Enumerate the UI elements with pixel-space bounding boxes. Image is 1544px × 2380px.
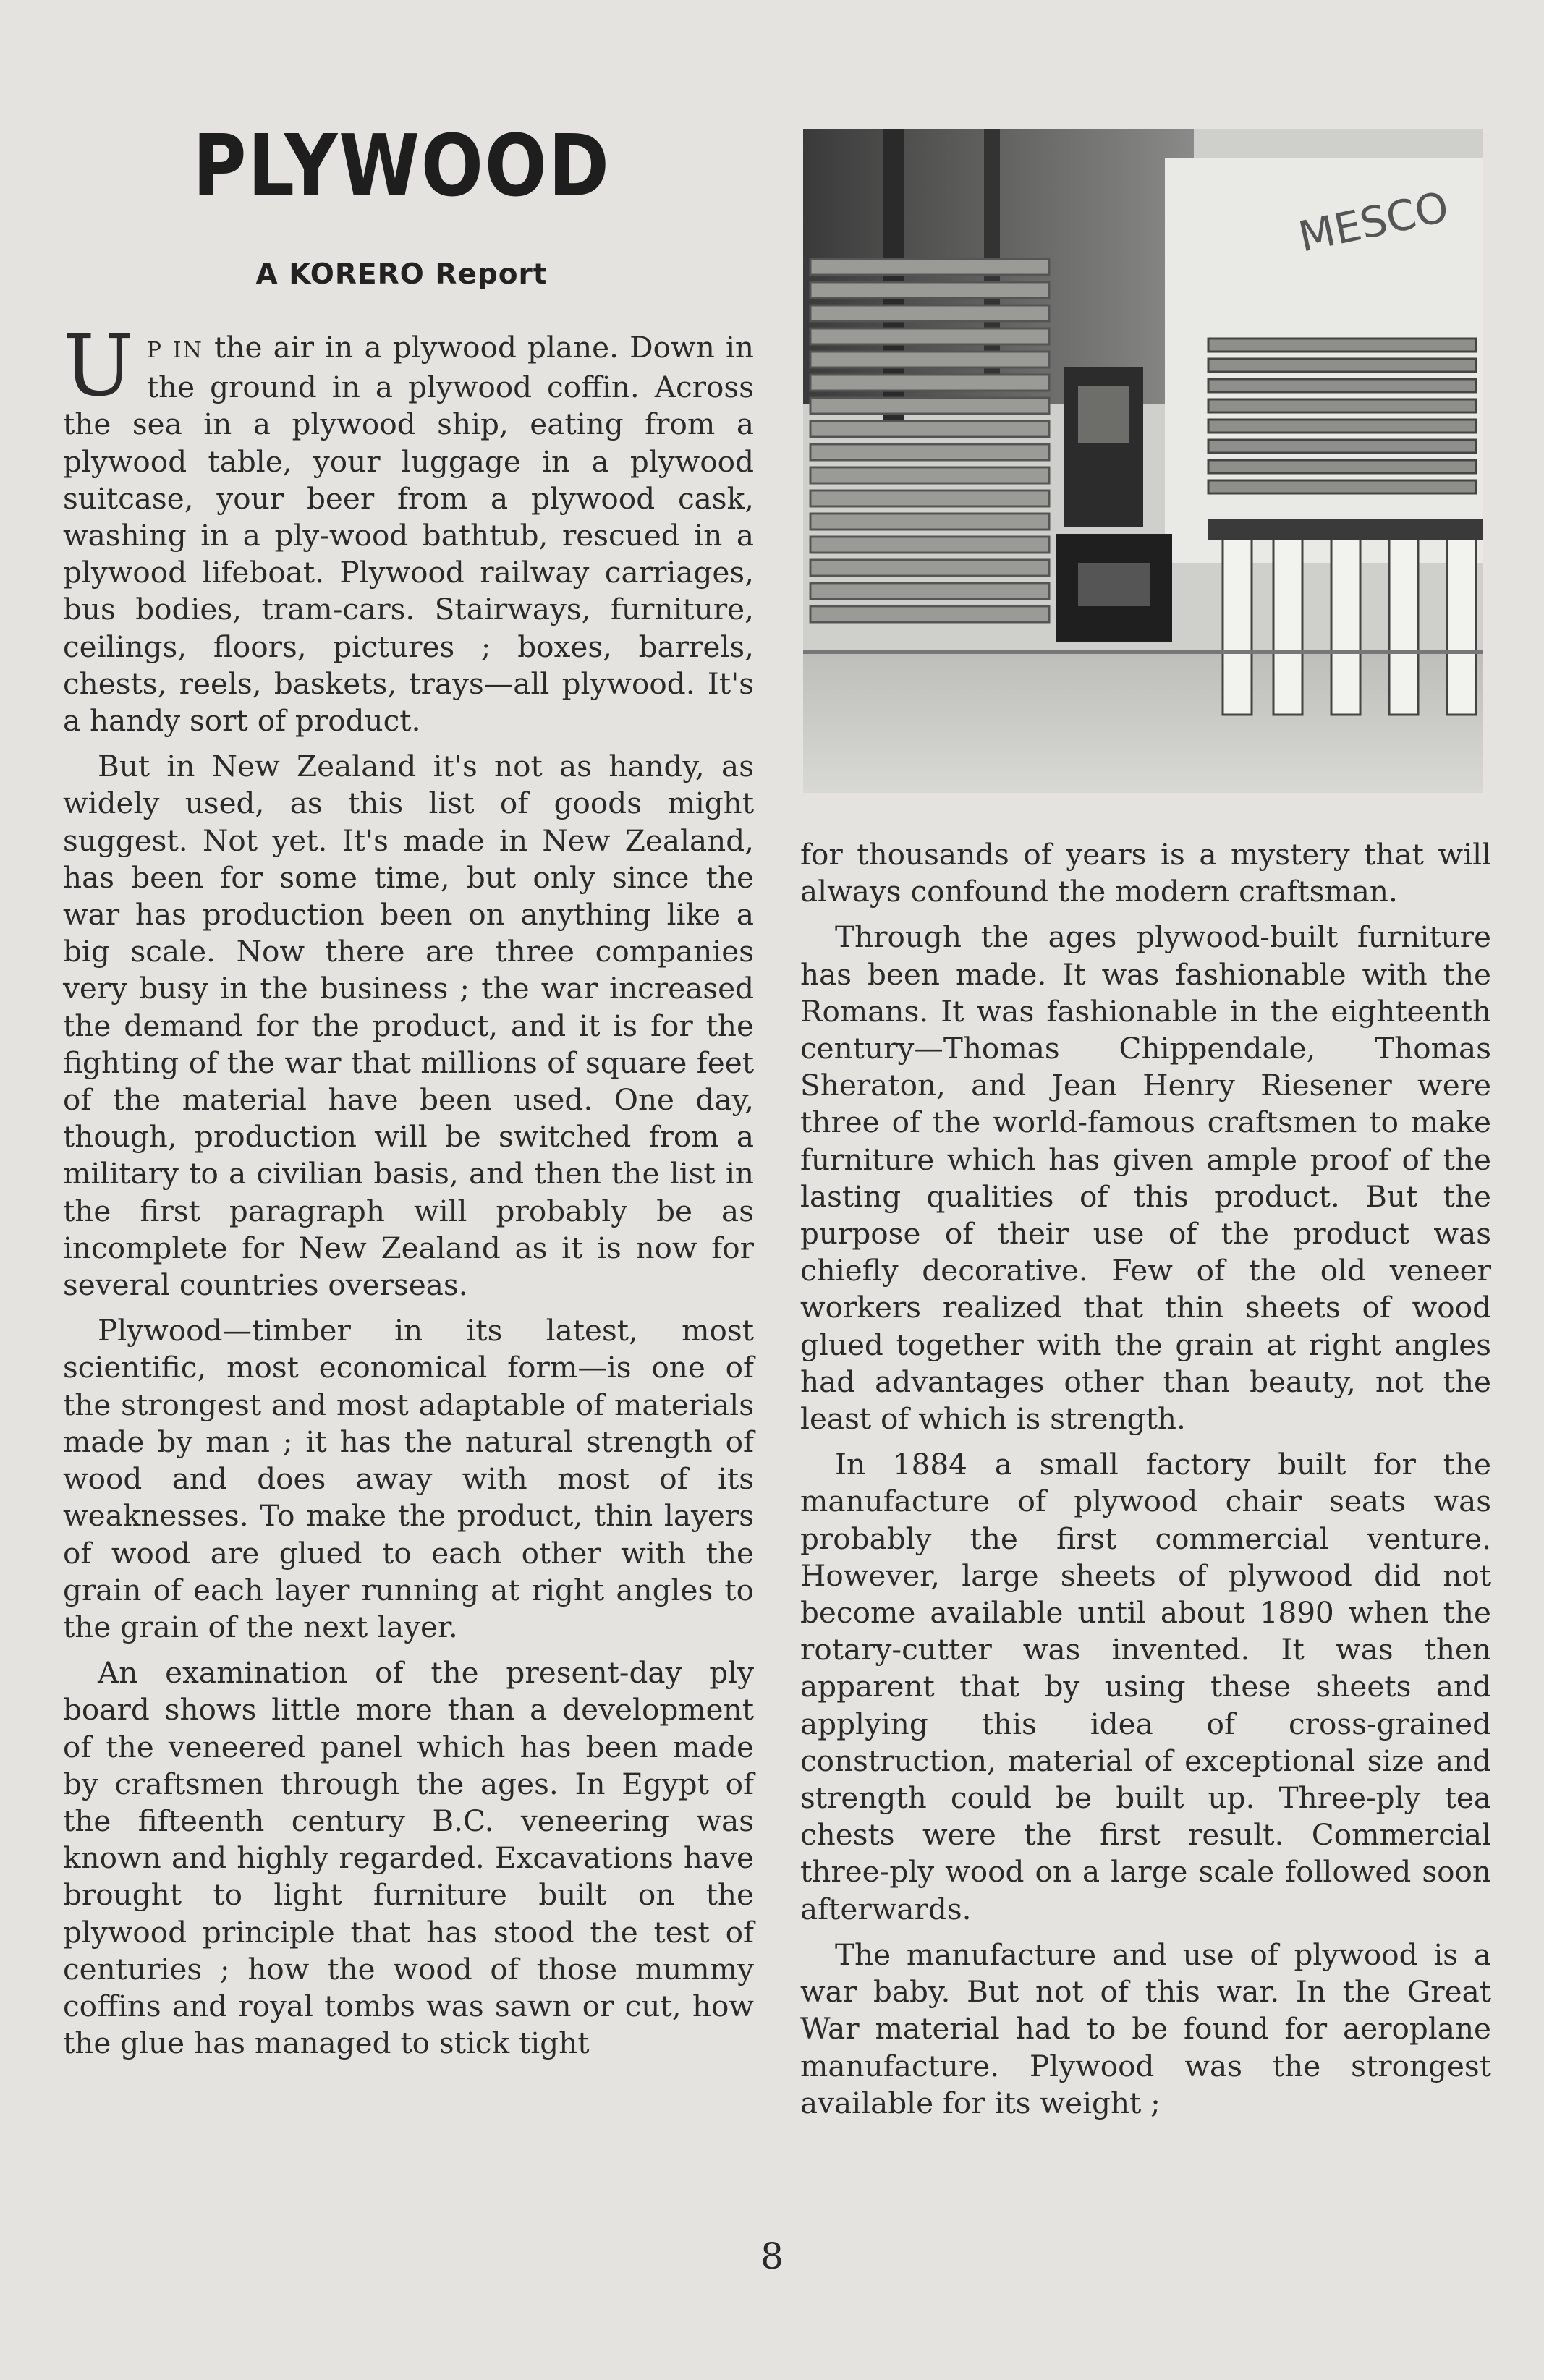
lead-text: the air in a plywood plane. Down in the ground in a plywood coffin. Across the sea in a plywood ship, eating from a plywood table, your luggage in a plywood suitcase, your beer from a plywood cask, washing in a ply-wood bathtub, rescued in a plywood lifeboat. Plywood railway carriages, bus bodies, tram-cars. Stairways, furniture, ceilings, floors, pictures ; boxes, barrels, chests, reels, baskets, trays—all plywood. It's a handy sort of product. [63, 330, 755, 739]
drop-cap: U [63, 318, 134, 415]
body-paragraph: Plywood—timber in its latest, most scientific, most economical form—is one of the strongest and most adaptable of materials made by man ; it has the natural strength of wood and does away with most of its weaknesses. To make the product, thin layers of wood are glued to each other with the grain of each layer running at right angles to the grain of the next layer. [63, 1313, 754, 1644]
body-paragraph: But in New Zealand it's not as handy, as widely used, as this list of goods might suggest. Not yet. It's made in New Zealand, has been for some time, but only since the war has production been on anything like a big scale. Now there are three companies very busy in the business ; the war increased the demand for the product, and it is for the fighting of the war that millions of square feet of the material have been used. One day, though, production will be switched from a military to a civilian basis, and then the list in the first paragraph will probably be as incomplete for New Zealand as it is now for several countries overseas. [63, 749, 754, 1303]
continuation-paragraph: for thousands of years is a mystery that will always confound the modern craftsman. [800, 837, 1491, 909]
right-column [800, 836, 1491, 2130]
body-paragraph: An examination of the present-day ply board shows little more than a development of the veneered panel which has been made by craftsmen through the ages. In Egypt of the fifteenth century B.C. veneering was known and highly regarded. Excavations have brought to light furniture built on the plywood principle that has stood the test of centuries ; how the wood of those mummy coffins and royal tombs was sawn or cut, how the glue has managed to stick tight [63, 1655, 754, 2061]
factory-photo [803, 129, 1483, 793]
left-column [63, 318, 755, 2070]
lead-smallcaps: P IN [146, 338, 203, 363]
body-paragraph: The manufacture and use of plywood is a war baby. But not of this war. In the Great War material had to be found for aeroplane manufacture. Plywood was the strongest available for its weight ; [800, 1937, 1491, 2120]
lead-paragraph [63, 318, 755, 739]
article-subtitle: A KORERO Report [255, 258, 548, 291]
body-paragraph: Through the ages plywood-built furniture has been made. It was fashionable with the Romans. It was fashionable in the eighteenth century—Thomas Chippendale, Thomas Sheraton, and Jean Henry Riesener were three of the world-famous craftsmen to make furniture which has given ample proof of the lasting qualities of this product. But the purpose of their use of the product was chiefly decorative. Few of the old veneer workers realized that thin sheets of wood glued together with the grain at right angles had advantages other than beauty, not the least of which is strength. [800, 919, 1491, 1437]
article-title: PLYWOOD [192, 116, 611, 216]
page-number: 8 [760, 2235, 784, 2277]
body-paragraph: In 1884 a small factory built for the manufacture of plywood chair seats was probably the first commercial venture. However, large sheets of plywood did not become available until about 1890 when the rotary-cutter was invented. It was then apparent that by using these sheets and applying this idea of cross-grained construction, material of exceptional size and strength could be built up. Three-ply tea chests were the first result. Commercial three-ply wood on a large scale followed soon afterwards. [800, 1447, 1491, 1926]
mesco-sign: MESCO [1294, 182, 1453, 262]
